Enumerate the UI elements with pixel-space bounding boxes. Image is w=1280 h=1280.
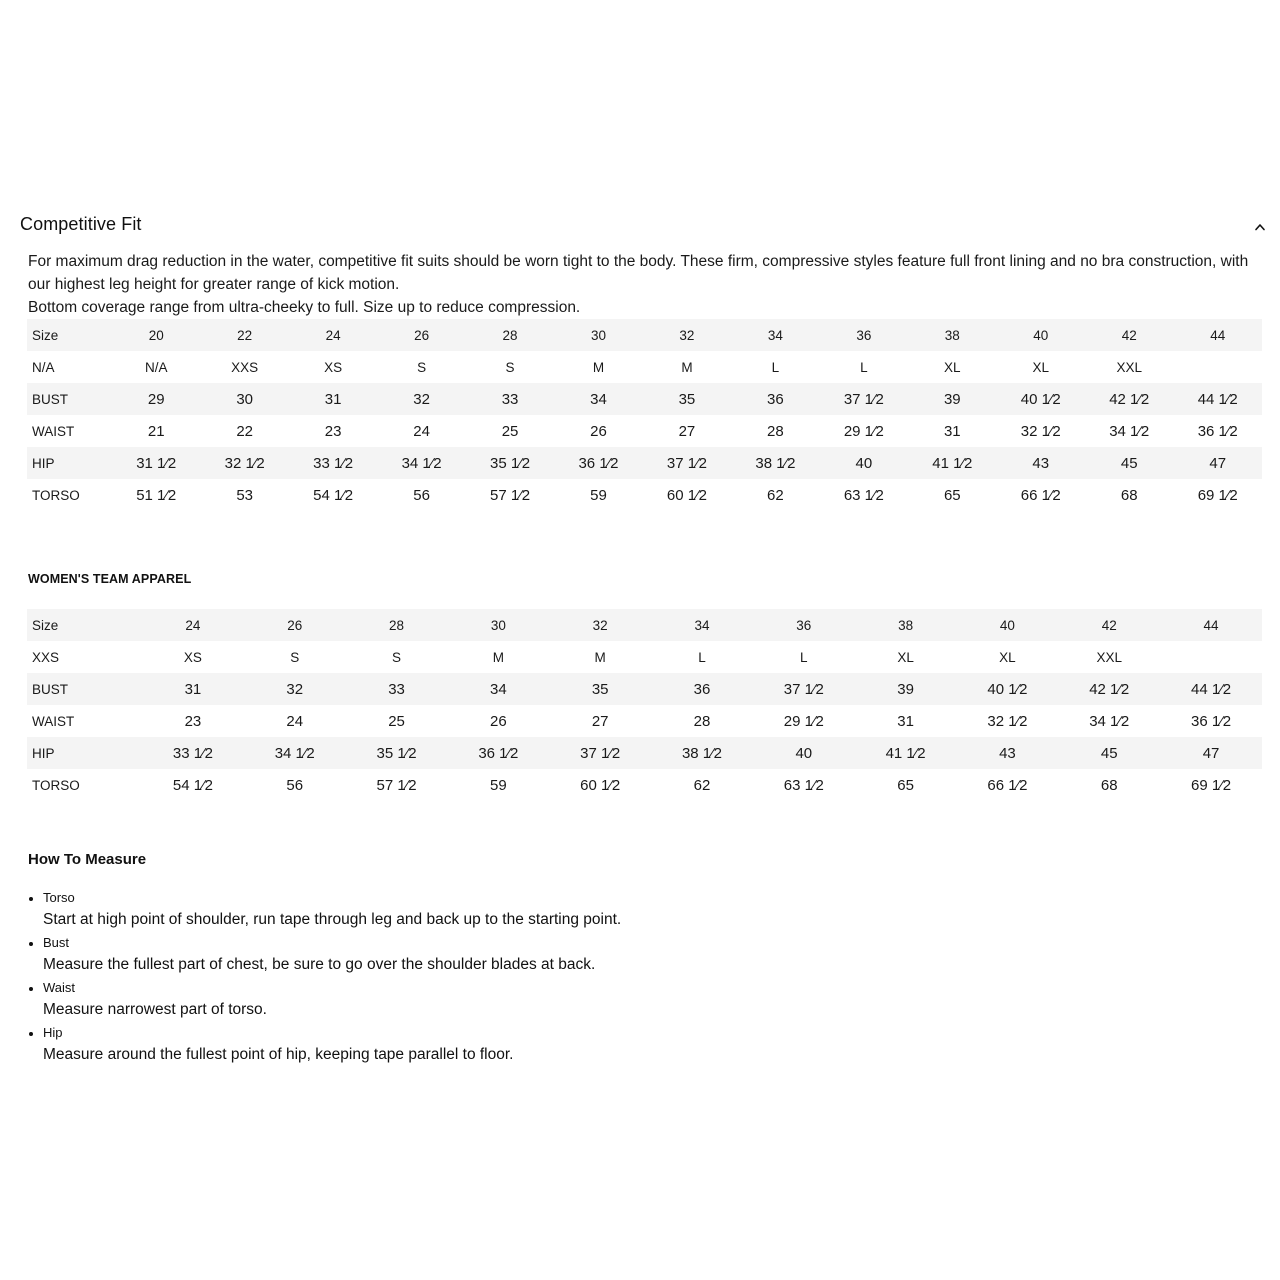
size-table-cell: 39 bbox=[908, 383, 996, 415]
size-table-cell: M bbox=[681, 359, 693, 375]
size-table-cell: 45 bbox=[1085, 447, 1173, 479]
size-table-cell: 45 bbox=[1058, 737, 1160, 769]
size-table-cell: 39 bbox=[855, 673, 957, 705]
size-table-cell: 35 1⁄2 bbox=[466, 447, 554, 479]
size-table-cell: 63 1⁄2 bbox=[783, 776, 824, 794]
size-table-cell: 62 bbox=[767, 486, 784, 504]
size-table-cell: 38 1⁄2 bbox=[651, 737, 753, 769]
size-table-cell: 43 bbox=[997, 447, 1085, 479]
size-table-cell: 31 bbox=[289, 383, 377, 415]
row-label-cell: WAIST bbox=[32, 423, 75, 439]
size-table-cell: 24 bbox=[286, 712, 304, 730]
size-table-row bbox=[27, 641, 1262, 673]
size-table-cell: 38 bbox=[855, 609, 957, 641]
size-table-row bbox=[27, 447, 1262, 479]
size-table-cell: 40 bbox=[820, 447, 908, 479]
size-table-cell: 65 bbox=[897, 776, 914, 794]
size-table-cell: 24 bbox=[142, 609, 244, 641]
size-table-cell: 36 bbox=[753, 609, 855, 641]
size-table-row bbox=[27, 479, 1262, 511]
size-table-cell: 31 bbox=[897, 712, 914, 730]
row-label-cell: TORSO bbox=[32, 777, 80, 793]
size-table-cell: XXL bbox=[1116, 359, 1142, 375]
size-table-cell: 29 1⁄2 bbox=[783, 712, 824, 730]
size-table-cell: 41 1⁄2 bbox=[855, 737, 957, 769]
size-table-cell bbox=[1173, 351, 1262, 383]
row-label-cell: BUST bbox=[27, 673, 142, 705]
size-table-cell: 40 bbox=[753, 737, 855, 769]
size-table-cell: M bbox=[594, 649, 606, 665]
row-label-cell: WAIST bbox=[32, 713, 75, 729]
size-table-cell: 31 1⁄2 bbox=[112, 447, 200, 479]
size-table-cell: 31 bbox=[142, 673, 244, 705]
size-table-cell: 59 bbox=[590, 486, 607, 504]
size-table-cell: S bbox=[505, 359, 515, 375]
size-table-cell: S bbox=[290, 649, 300, 665]
size-table-cell: 33 bbox=[466, 383, 554, 415]
size-table-cell: L bbox=[860, 359, 868, 375]
row-label-cell: XXS bbox=[32, 649, 60, 665]
size-table-cell: 40 1⁄2 bbox=[997, 383, 1085, 415]
size-table-cell: 69 1⁄2 bbox=[1197, 486, 1238, 504]
size-table-cell: 28 bbox=[767, 422, 784, 440]
size-table-cell: XS bbox=[183, 649, 202, 665]
size-table-cell: 34 1⁄2 bbox=[244, 737, 346, 769]
size-table-cell: 26 bbox=[377, 319, 465, 351]
size-table-cell: 24 bbox=[289, 319, 377, 351]
size-table-cell: 33 bbox=[346, 673, 448, 705]
size-table-cell: 32 bbox=[643, 319, 731, 351]
size-table-cell: 27 bbox=[678, 422, 696, 440]
row-label-cell: Size bbox=[27, 609, 142, 641]
size-table-cell: XXL bbox=[1096, 649, 1122, 665]
team-apparel-heading: WOMEN'S TEAM APPAREL bbox=[28, 572, 192, 586]
size-table-row bbox=[27, 673, 1262, 705]
size-table-row bbox=[27, 737, 1262, 769]
size-table-cell: 42 bbox=[1058, 609, 1160, 641]
size-table-cell: XS bbox=[324, 359, 343, 375]
size-table-cell: 37 1⁄2 bbox=[753, 673, 855, 705]
size-table-row bbox=[27, 609, 1262, 641]
row-label-cell: HIP bbox=[27, 447, 112, 479]
size-table-cell: 33 1⁄2 bbox=[289, 447, 377, 479]
size-table-cell: 44 1⁄2 bbox=[1173, 383, 1262, 415]
size-table-cell: XL bbox=[944, 359, 961, 375]
size-table-cell: 47 bbox=[1160, 737, 1262, 769]
size-table-cell: 36 1⁄2 bbox=[1191, 712, 1232, 730]
team-apparel-size-table bbox=[27, 609, 1262, 801]
size-table-cell: 68 bbox=[1100, 776, 1118, 794]
size-table-cell: 44 bbox=[1173, 319, 1262, 351]
size-table-cell: 32 1⁄2 bbox=[200, 447, 288, 479]
size-table-cell: 51 1⁄2 bbox=[136, 486, 177, 504]
row-label-cell: N/A bbox=[32, 359, 55, 375]
size-table-cell: 31 bbox=[943, 422, 961, 440]
size-table-cell: 32 1⁄2 bbox=[987, 712, 1028, 730]
size-table-cell: N/A bbox=[144, 359, 168, 375]
size-table-cell: 36 1⁄2 bbox=[447, 737, 549, 769]
competitive-size-table bbox=[27, 319, 1262, 511]
size-table-cell: 47 bbox=[1173, 447, 1262, 479]
accordion-title: Competitive Fit bbox=[20, 213, 142, 234]
size-table-cell bbox=[1160, 641, 1262, 673]
row-label-cell: TORSO bbox=[32, 487, 80, 503]
size-table-cell: 28 bbox=[466, 319, 554, 351]
size-table-row bbox=[27, 351, 1262, 383]
measure-item-name: Waist bbox=[43, 980, 76, 995]
size-table-cell: 30 bbox=[200, 383, 288, 415]
size-table-cell: 35 1⁄2 bbox=[346, 737, 448, 769]
size-table-cell: 26 bbox=[590, 422, 607, 440]
measure-item-description: Measure around the fullest point of hip, keeping tape parallel to floor. bbox=[43, 1046, 514, 1063]
size-table-cell: L bbox=[800, 649, 808, 665]
measure-item-description: Start at high point of shoulder, run tape through leg and back up to the starting point. bbox=[43, 911, 622, 928]
size-table-cell: 30 bbox=[447, 609, 549, 641]
size-table-cell: 66 1⁄2 bbox=[987, 776, 1028, 794]
fit-description-line-2: Bottom coverage range from ultra-cheeky to full. Size up to reduce compression. bbox=[28, 299, 581, 316]
size-table-cell: 56 bbox=[413, 486, 430, 504]
how-to-measure-heading: How To Measure bbox=[28, 851, 147, 868]
chevron-up-icon[interactable] bbox=[1254, 221, 1266, 233]
size-table-cell: 43 bbox=[957, 737, 1059, 769]
size-table-cell: M bbox=[592, 359, 605, 375]
size-table-cell: 35 bbox=[549, 673, 651, 705]
size-table-cell: 28 bbox=[693, 712, 711, 730]
size-table-cell: XL bbox=[1032, 359, 1050, 375]
size-table-cell: S bbox=[417, 359, 427, 375]
row-label-cell: BUST bbox=[27, 383, 112, 415]
size-table-cell: 66 1⁄2 bbox=[1020, 486, 1061, 504]
size-table-cell: S bbox=[392, 649, 402, 665]
size-table-cell: 32 1⁄2 bbox=[1020, 422, 1061, 440]
size-table-cell: 40 bbox=[997, 319, 1085, 351]
measure-item-waist bbox=[43, 979, 943, 1024]
size-table-cell: 23 bbox=[324, 422, 342, 440]
size-table-cell: 54 1⁄2 bbox=[172, 776, 213, 794]
size-table-cell: 59 bbox=[490, 776, 507, 794]
size-table-cell: XXS bbox=[231, 359, 259, 375]
size-table-cell: 34 bbox=[554, 383, 642, 415]
size-table-cell: 36 bbox=[731, 383, 819, 415]
measure-item-description: Measure narrowest part of torso. bbox=[43, 1001, 267, 1018]
measure-item-description: Measure the fullest part of chest, be sure to go over the shoulder blades at back. bbox=[43, 956, 596, 973]
size-table-cell: 36 1⁄2 bbox=[1197, 422, 1238, 440]
measure-item-name: Bust bbox=[43, 935, 70, 950]
size-table-cell: 44 1⁄2 bbox=[1160, 673, 1262, 705]
size-table-cell: 44 bbox=[1160, 609, 1262, 641]
size-table-cell: 29 bbox=[112, 383, 200, 415]
size-table-cell: 26 bbox=[244, 609, 346, 641]
size-table-cell: 38 1⁄2 bbox=[731, 447, 819, 479]
size-table-cell: 57 1⁄2 bbox=[490, 486, 531, 504]
size-table-cell: 40 bbox=[957, 609, 1059, 641]
size-table-cell: 40 1⁄2 bbox=[957, 673, 1059, 705]
size-table-cell: 42 bbox=[1085, 319, 1173, 351]
size-table-cell: 37 1⁄2 bbox=[643, 447, 731, 479]
size-table-cell: 20 bbox=[112, 319, 200, 351]
row-label-cell: HIP bbox=[27, 737, 142, 769]
measure-item-name: Hip bbox=[43, 1025, 63, 1040]
size-table-cell: 25 bbox=[388, 712, 405, 730]
size-table-cell: 24 bbox=[413, 422, 430, 440]
size-table-cell: 42 1⁄2 bbox=[1085, 383, 1173, 415]
fit-description-line-1: For maximum drag reduction in the water, competitive fit suits should be worn tight to the body. These firm, compressive styles feature full front lining and no bra construction, with our highest leg height for greater range of kick motion. bbox=[28, 253, 1249, 293]
how-to-measure-list bbox=[43, 889, 943, 1069]
size-table-cell: 22 bbox=[200, 319, 288, 351]
size-table-cell: L bbox=[771, 359, 780, 375]
size-table-cell: 32 bbox=[549, 609, 651, 641]
size-table-cell: 65 bbox=[943, 486, 961, 504]
row-label-cell: Size bbox=[27, 319, 112, 351]
size-table-cell: 34 bbox=[731, 319, 819, 351]
size-table-cell: 56 bbox=[286, 776, 304, 794]
size-table-cell: 60 1⁄2 bbox=[666, 486, 707, 504]
size-table-cell: 34 1⁄2 bbox=[377, 447, 465, 479]
size-table-row bbox=[27, 383, 1262, 415]
size-table-row bbox=[27, 769, 1262, 801]
size-table-cell: 62 bbox=[693, 776, 711, 794]
measure-item-name: Torso bbox=[43, 890, 75, 905]
size-table-cell: 53 bbox=[236, 486, 254, 504]
size-table-cell: 38 bbox=[908, 319, 996, 351]
size-table-cell: M bbox=[492, 649, 504, 665]
size-table-cell: 22 bbox=[236, 422, 254, 440]
size-table-cell: 36 bbox=[651, 673, 753, 705]
size-table-cell: 68 bbox=[1120, 486, 1138, 504]
size-table-cell: 36 bbox=[820, 319, 908, 351]
size-table-row bbox=[27, 415, 1262, 447]
size-table-cell: XL bbox=[897, 649, 914, 665]
size-table-row bbox=[27, 705, 1262, 737]
fit-description bbox=[28, 250, 1268, 319]
size-table-cell: XL bbox=[999, 649, 1016, 665]
size-table-cell: 32 bbox=[377, 383, 465, 415]
size-table-cell: 21 bbox=[147, 422, 165, 440]
size-table-cell: L bbox=[698, 649, 706, 665]
size-table-cell: 30 bbox=[554, 319, 642, 351]
size-table-cell: 26 bbox=[490, 712, 507, 730]
size-table-cell: 23 bbox=[184, 712, 202, 730]
size-table-cell: 60 1⁄2 bbox=[580, 776, 621, 794]
size-table-cell: 34 1⁄2 bbox=[1089, 712, 1130, 730]
size-table-cell: 42 1⁄2 bbox=[1058, 673, 1160, 705]
size-table-cell: 57 1⁄2 bbox=[376, 776, 417, 794]
size-table-cell: 32 bbox=[244, 673, 346, 705]
size-table-cell: 25 bbox=[501, 422, 519, 440]
size-table-cell: 33 1⁄2 bbox=[142, 737, 244, 769]
size-table-cell: 28 bbox=[346, 609, 448, 641]
size-table-cell: 29 1⁄2 bbox=[843, 422, 884, 440]
size-table-cell: 34 bbox=[651, 609, 753, 641]
size-table-row bbox=[27, 319, 1262, 351]
measure-item-hip bbox=[43, 1024, 943, 1069]
accordion-header-competitive-fit[interactable] bbox=[20, 210, 1266, 238]
size-table-cell: 27 bbox=[591, 712, 609, 730]
size-table-cell: 41 1⁄2 bbox=[908, 447, 996, 479]
measure-item-torso bbox=[43, 889, 943, 934]
size-table-cell: 36 1⁄2 bbox=[554, 447, 642, 479]
measure-item-bust bbox=[43, 934, 943, 979]
size-table-cell: 63 1⁄2 bbox=[843, 486, 884, 504]
size-table-cell: 35 bbox=[643, 383, 731, 415]
size-table-cell: 69 1⁄2 bbox=[1191, 776, 1232, 794]
size-table-cell: 37 1⁄2 bbox=[820, 383, 908, 415]
size-table-cell: 34 1⁄2 bbox=[1109, 422, 1150, 440]
size-table-cell: 37 1⁄2 bbox=[549, 737, 651, 769]
size-table-cell: 34 bbox=[447, 673, 549, 705]
size-table-cell: 54 1⁄2 bbox=[313, 486, 354, 504]
